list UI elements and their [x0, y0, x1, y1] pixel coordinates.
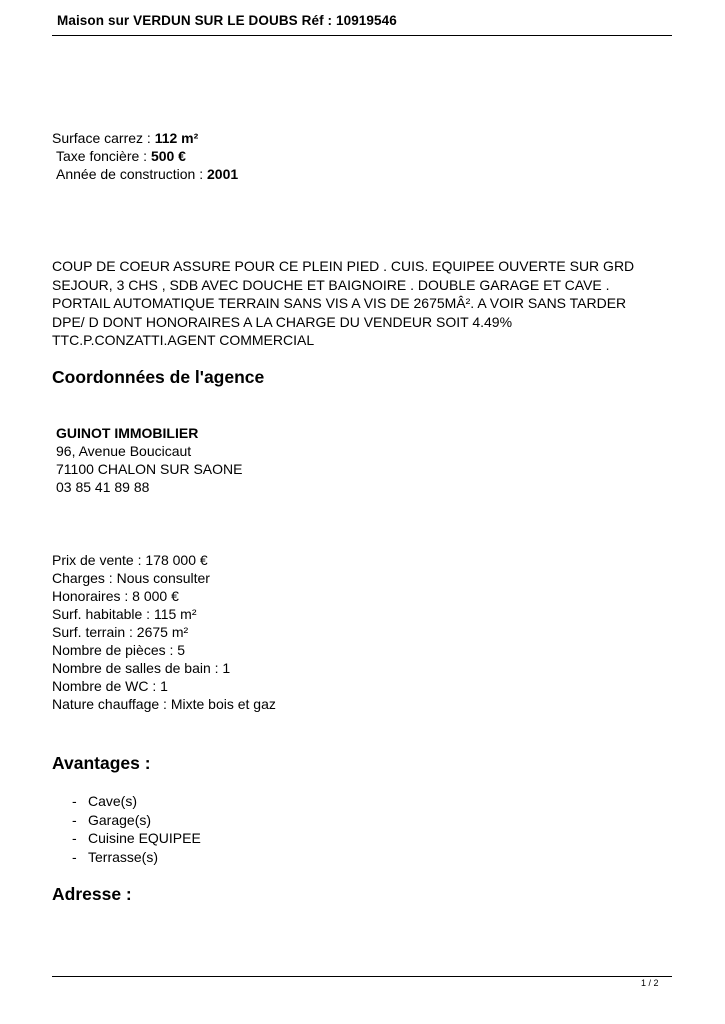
- avantage-label: Terrasse(s): [88, 848, 159, 865]
- avantage-label: Garage(s): [88, 811, 152, 828]
- dash-bullet: -: [72, 793, 77, 809]
- adresse-heading: Adresse :: [52, 884, 132, 904]
- description-line: DPE/ D DONT HONORAIRES A LA CHARGE DU VENDEUR SOIT 4.49%: [52, 313, 513, 330]
- list-item: [72, 829, 201, 848]
- description-line: TTC.P.CONZATTI.AGENT COMMERCIAL: [52, 332, 315, 348]
- surface-carrez-line: [52, 129, 198, 147]
- avantages-list: [72, 792, 201, 866]
- agency-phone: 03 85 41 89 88: [56, 479, 150, 495]
- avantages-heading: Avantages :: [52, 753, 151, 773]
- agency-heading: Coordonnées de l'agence: [52, 367, 265, 387]
- detail-prix-vente: Prix de vente : 178 000 €: [52, 552, 208, 568]
- detail-chauffage: Nature chauffage : Mixte bois et gaz: [52, 696, 276, 712]
- detail-nombre-wc: Nombre de WC : 1: [52, 678, 168, 694]
- header-rule: [52, 35, 672, 36]
- dash-bullet: -: [72, 811, 77, 828]
- list-item: [72, 811, 201, 830]
- description-line: SEJOUR, 3 CHS , SDB AVEC DOUCHE ET BAIGNOIRE . DOUBLE GARAGE ET CAVE .: [52, 276, 610, 293]
- annee-construction-label: Année de construction :: [56, 166, 207, 182]
- taxe-fonciere-label: Taxe foncière :: [56, 148, 151, 164]
- detail-salles-bain: Nombre de salles de bain : 1: [52, 660, 231, 676]
- detail-surf-habitable: Surf. habitable : 115 m²: [52, 606, 197, 622]
- taxe-fonciere-value: 500 €: [150, 148, 186, 164]
- avantage-label: Cuisine EQUIPEE: [88, 830, 201, 846]
- taxe-fonciere-line: [56, 147, 186, 165]
- agency-city: 71100 CHALON SUR SAONE: [56, 461, 243, 477]
- property-description: [52, 257, 672, 350]
- annee-construction-line: [56, 165, 238, 183]
- dash-bullet: -: [72, 830, 77, 846]
- list-item: [72, 792, 201, 811]
- agency-street: 96, Avenue Boucicaut: [56, 443, 192, 459]
- detail-nombre-pieces: Nombre de pièces : 5: [52, 642, 186, 658]
- detail-honoraires: Honoraires : 8 000 €: [52, 588, 179, 604]
- surface-carrez-label: Surface carrez :: [52, 130, 155, 146]
- description-line: PORTAIL AUTOMATIQUE TERRAIN SANS VIS A VIS DE 2675MÂ². A VOIR SANS TARDER: [52, 295, 627, 311]
- footer-rule: [52, 976, 672, 977]
- page-number: 1 / 2: [641, 978, 659, 988]
- description-line: COUP DE COEUR ASSURE POUR CE PLEIN PIED . CUIS. EQUIPEE OUVERTE SUR GRD: [52, 258, 635, 274]
- avantage-label: Cave(s): [88, 793, 138, 809]
- detail-surf-terrain: Surf. terrain : 2675 m²: [52, 624, 189, 640]
- agency-name: GUINOT IMMOBILIER: [56, 425, 199, 441]
- annee-construction-value: 2001: [207, 166, 239, 182]
- surface-carrez-value: 112 m²: [154, 130, 199, 146]
- dash-bullet: -: [72, 848, 77, 865]
- page-header-title: Maison sur VERDUN SUR LE DOUBS Réf : 10919546: [57, 13, 397, 28]
- detail-charges: Charges : Nous consulter: [52, 570, 210, 586]
- list-item: [72, 848, 201, 867]
